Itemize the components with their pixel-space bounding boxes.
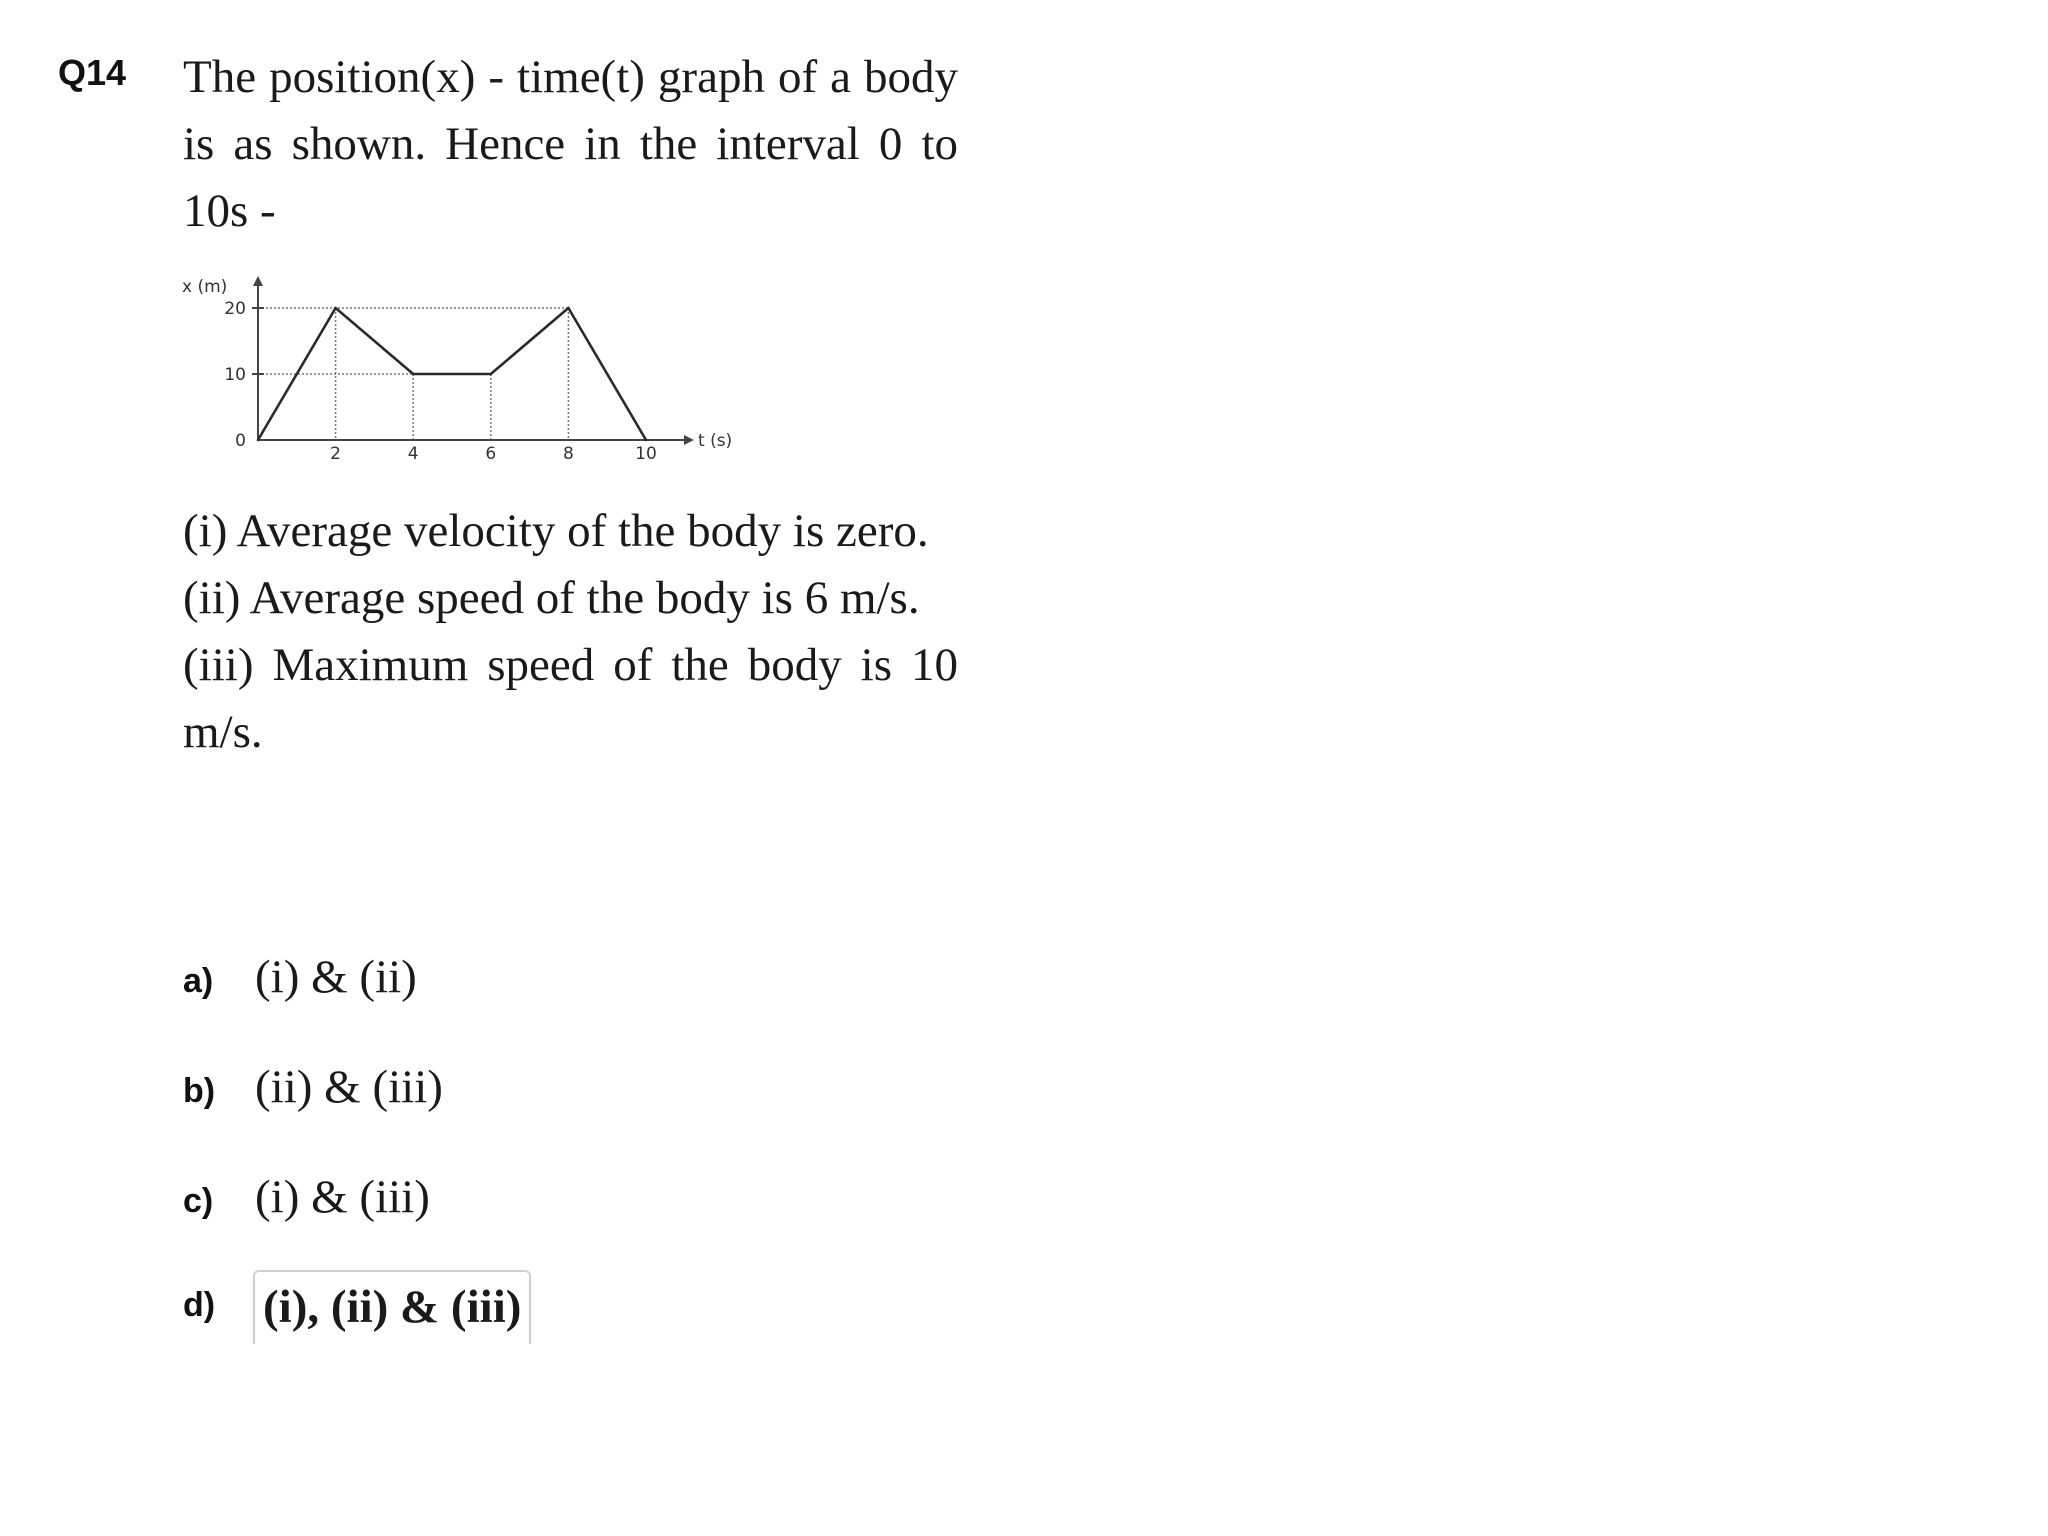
x-tick-label-10: 10 [635, 444, 657, 464]
x-tick-label-4: 4 [407, 444, 419, 464]
question-number: Q14 [58, 52, 127, 93]
series-segment-6-8 [491, 308, 569, 374]
question-stem: The position(x) - time(t) graph of a body is as shown. Hence in the interval 0 to 10s - [183, 51, 958, 237]
y-tick-label-0: 0 [235, 431, 246, 451]
option-d-text: (i), (ii) & (iii) [253, 1270, 531, 1344]
y-axis-label: x (m) [182, 277, 228, 297]
graph-axes [253, 276, 694, 445]
x-axis-arrow [684, 435, 694, 445]
x-tick-label-2: 2 [330, 444, 342, 464]
series-segment-2-4 [336, 308, 414, 374]
option-b-letter: b) [183, 1072, 216, 1110]
y-axis-arrow [253, 276, 263, 286]
statement-iii: (iii) Maximum speed of the body is 10 m/s. [183, 639, 958, 758]
x-tick-label-6: 6 [485, 444, 497, 464]
statement-i: (i) Average velocity of the body is zero. [183, 505, 929, 557]
option-a-text: (i) & (ii) [255, 951, 417, 1003]
option-d-letter: d) [183, 1286, 216, 1324]
option-b-text: (ii) & (iii) [255, 1061, 443, 1113]
data-series [258, 308, 646, 440]
series-segment-8-10 [568, 308, 646, 440]
x-tick-label-8: 8 [562, 444, 574, 464]
y-tick-label-10: 10 [224, 365, 246, 385]
option-a-letter: a) [183, 962, 214, 1000]
option-b[interactable] [183, 1060, 443, 1114]
option-d[interactable] [183, 1270, 533, 1344]
statements-list [183, 498, 958, 766]
position-time-graph [176, 272, 766, 482]
x-axis-label: t (s) [698, 431, 733, 451]
option-c[interactable] [183, 1170, 430, 1224]
statement-ii: (ii) Average speed of the body is 6 m/s. [183, 572, 920, 624]
y-tick-label-20: 20 [224, 299, 246, 319]
option-c-letter: c) [183, 1182, 214, 1220]
option-c-text: (i) & (iii) [255, 1171, 430, 1223]
option-a[interactable] [183, 950, 417, 1004]
